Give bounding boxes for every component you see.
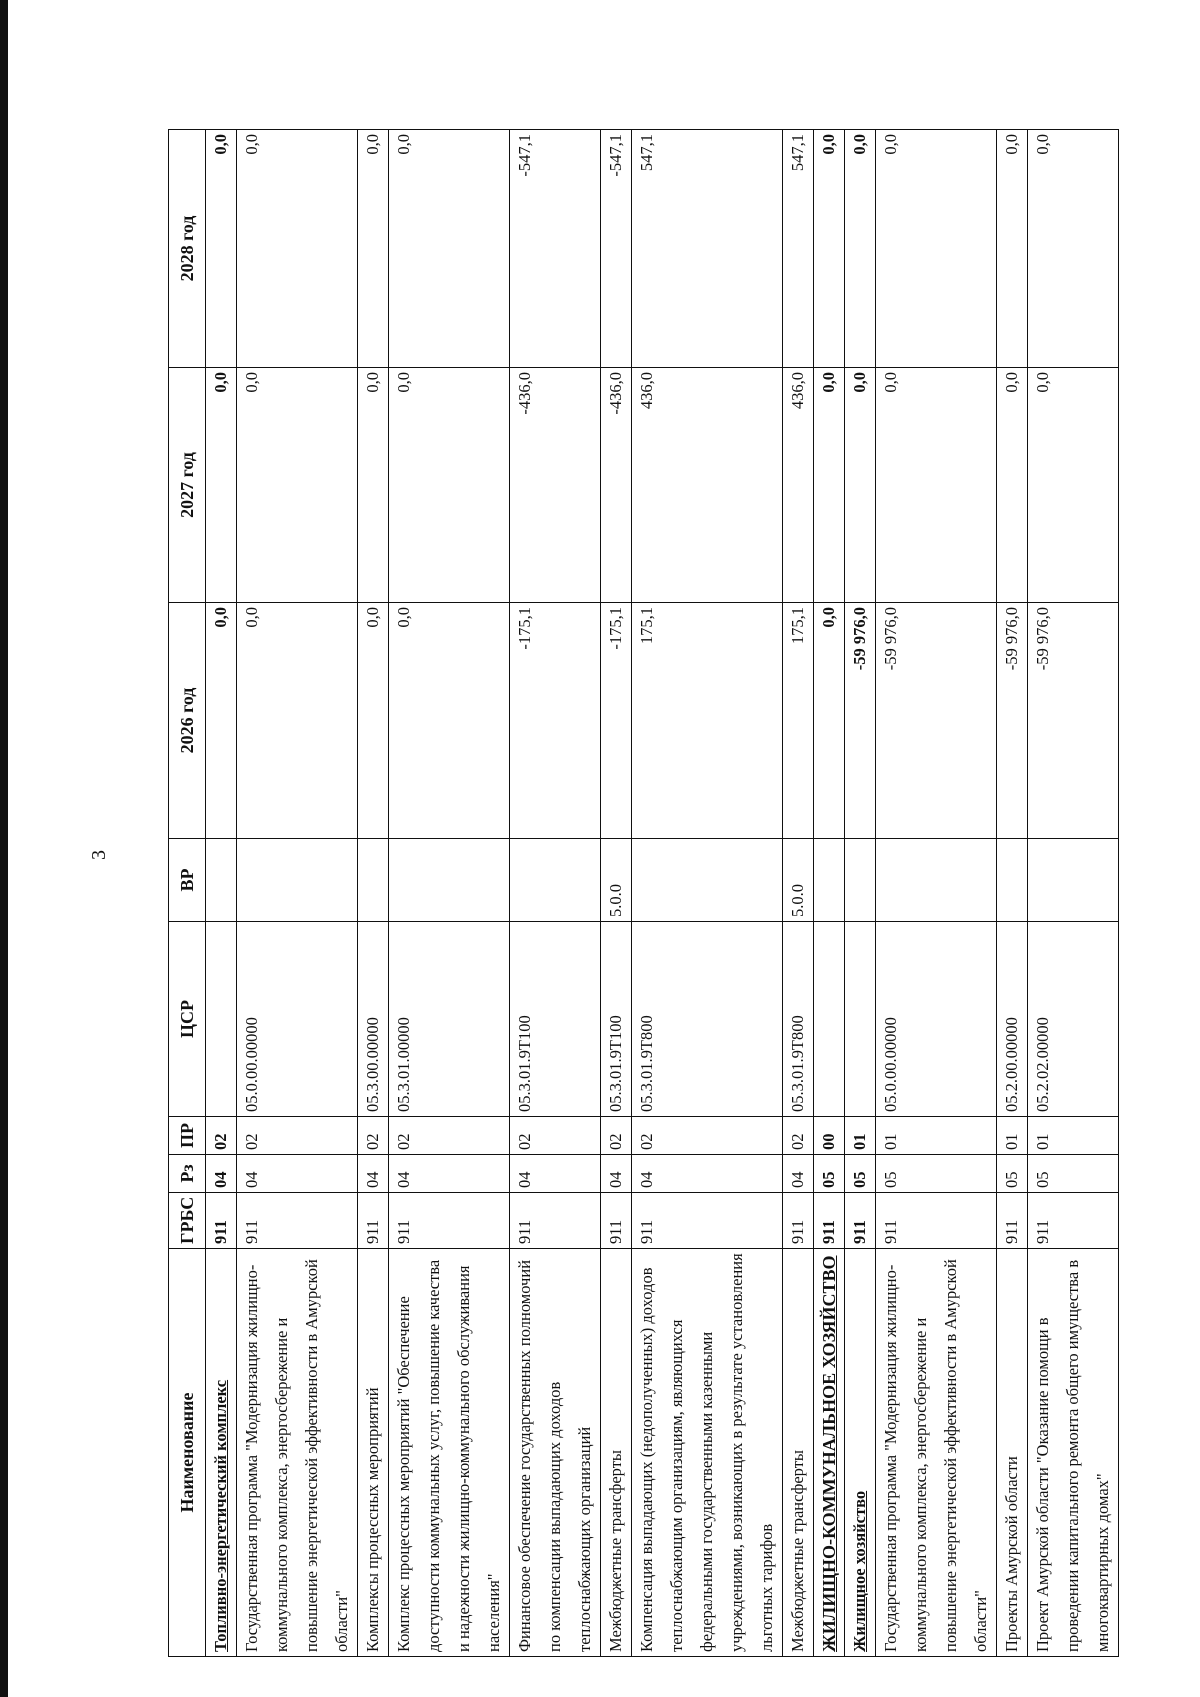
cell-2027: -436,0 bbox=[601, 368, 632, 603]
cell-2028: 0,0 bbox=[876, 130, 997, 368]
cell-pr: 02 bbox=[632, 1117, 783, 1155]
cell-csr bbox=[206, 922, 237, 1117]
cell-rz: 05 bbox=[814, 1155, 845, 1193]
cell-2028: 0,0 bbox=[206, 130, 237, 368]
table-row bbox=[206, 130, 237, 1657]
cell-2026: 0,0 bbox=[206, 603, 237, 839]
cell-2028: 0,0 bbox=[997, 130, 1028, 368]
table-row bbox=[510, 130, 601, 1657]
cell-pr: 01 bbox=[997, 1117, 1028, 1155]
cell-grbs: 911 bbox=[601, 1193, 632, 1249]
table-row bbox=[783, 130, 814, 1657]
cell-rz: 04 bbox=[783, 1155, 814, 1193]
cell-grbs: 911 bbox=[997, 1193, 1028, 1249]
header-grbs: ГРБС bbox=[169, 1193, 206, 1249]
header-csr: ЦСР bbox=[169, 922, 206, 1117]
cell-2026: -59 976,0 bbox=[997, 603, 1028, 839]
cell-csr: 05.3.01.00000 bbox=[389, 922, 510, 1117]
cell-grbs: 911 bbox=[814, 1193, 845, 1249]
cell-2027: 0,0 bbox=[389, 368, 510, 603]
cell-csr bbox=[845, 922, 876, 1117]
cell-grbs: 911 bbox=[783, 1193, 814, 1249]
table-row bbox=[601, 130, 632, 1657]
cell-vr bbox=[237, 839, 358, 922]
cell-name: Комплекс процессных мероприятий "Обеспечение доступности коммунальных услуг, повышение качества и надежности жилищно-коммунального обслуживания населения" bbox=[389, 1249, 510, 1657]
table-header-row bbox=[169, 130, 206, 1657]
cell-2028: 547,1 bbox=[632, 130, 783, 368]
cell-2027: 0,0 bbox=[814, 368, 845, 603]
cell-2028: -547,1 bbox=[601, 130, 632, 368]
cell-2026: 0,0 bbox=[237, 603, 358, 839]
cell-csr: 05.2.02.00000 bbox=[1028, 922, 1119, 1117]
table-row bbox=[632, 130, 783, 1657]
cell-2026: 175,1 bbox=[783, 603, 814, 839]
cell-2026: 0,0 bbox=[814, 603, 845, 839]
cell-2028: 0,0 bbox=[814, 130, 845, 368]
cell-rz: 04 bbox=[632, 1155, 783, 1193]
cell-csr: 05.0.00.00000 bbox=[876, 922, 997, 1117]
cell-name: ЖИЛИЩНО-КОММУНАЛЬНОЕ ХОЗЯЙСТВО bbox=[814, 1249, 845, 1657]
table-row bbox=[814, 130, 845, 1657]
cell-rz: 04 bbox=[237, 1155, 358, 1193]
cell-vr bbox=[389, 839, 510, 922]
header-2027: 2027 год bbox=[169, 368, 206, 603]
cell-vr bbox=[358, 839, 389, 922]
cell-pr: 01 bbox=[1028, 1117, 1119, 1155]
table-row bbox=[997, 130, 1028, 1657]
cell-vr: 5.0.0 bbox=[601, 839, 632, 922]
cell-2026: 175,1 bbox=[632, 603, 783, 839]
cell-rz: 04 bbox=[601, 1155, 632, 1193]
cell-pr: 02 bbox=[358, 1117, 389, 1155]
cell-vr bbox=[632, 839, 783, 922]
cell-2028: 0,0 bbox=[358, 130, 389, 368]
cell-rz: 04 bbox=[206, 1155, 237, 1193]
cell-2027: 0,0 bbox=[997, 368, 1028, 603]
header-2028: 2028 год bbox=[169, 130, 206, 368]
cell-2026: -175,1 bbox=[601, 603, 632, 839]
cell-grbs: 911 bbox=[358, 1193, 389, 1249]
cell-2026: 0,0 bbox=[358, 603, 389, 839]
cell-2026: -59 976,0 bbox=[845, 603, 876, 839]
cell-vr bbox=[1028, 839, 1119, 922]
cell-pr: 01 bbox=[876, 1117, 997, 1155]
cell-2027: 0,0 bbox=[876, 368, 997, 603]
cell-grbs: 911 bbox=[845, 1193, 876, 1249]
cell-2026: -59 976,0 bbox=[876, 603, 997, 839]
cell-2027: 0,0 bbox=[237, 368, 358, 603]
cell-rz: 04 bbox=[358, 1155, 389, 1193]
cell-2026: 0,0 bbox=[389, 603, 510, 839]
cell-vr bbox=[510, 839, 601, 922]
table-row bbox=[358, 130, 389, 1657]
cell-vr bbox=[845, 839, 876, 922]
cell-2026: -175,1 bbox=[510, 603, 601, 839]
cell-name: Государственная программа "Модернизация жилищно-коммунального комплекса, энергосбережение и повышение энергетической эффективности в Амурской области" bbox=[876, 1249, 997, 1657]
cell-rz: 05 bbox=[997, 1155, 1028, 1193]
cell-2026: -59 976,0 bbox=[1028, 603, 1119, 839]
page-number: 3 bbox=[88, 850, 110, 860]
cell-pr: 02 bbox=[601, 1117, 632, 1155]
cell-name: Межбюджетные трансферты bbox=[783, 1249, 814, 1657]
cell-name: Межбюджетные трансферты bbox=[601, 1249, 632, 1657]
table-row bbox=[389, 130, 510, 1657]
cell-grbs: 911 bbox=[510, 1193, 601, 1249]
cell-pr: 01 bbox=[845, 1117, 876, 1155]
cell-grbs: 911 bbox=[237, 1193, 358, 1249]
cell-pr: 00 bbox=[814, 1117, 845, 1155]
cell-2027: 0,0 bbox=[845, 368, 876, 603]
cell-name: Государственная программа "Модернизация жилищно-коммунального комплекса, энергосбережение и повышение энергетической эффективности в Амурской области" bbox=[237, 1249, 358, 1657]
cell-2028: -547,1 bbox=[510, 130, 601, 368]
table-row bbox=[845, 130, 876, 1657]
cell-2027: 436,0 bbox=[632, 368, 783, 603]
cell-2028: 0,0 bbox=[237, 130, 358, 368]
cell-pr: 02 bbox=[237, 1117, 358, 1155]
rotated-page-content bbox=[168, 130, 1112, 1657]
cell-rz: 05 bbox=[876, 1155, 997, 1193]
cell-name: Жилищное хозяйство bbox=[845, 1249, 876, 1657]
cell-pr: 02 bbox=[510, 1117, 601, 1155]
table-row bbox=[237, 130, 358, 1657]
cell-pr: 02 bbox=[206, 1117, 237, 1155]
cell-rz: 04 bbox=[389, 1155, 510, 1193]
cell-csr: 05.3.01.9Т800 bbox=[783, 922, 814, 1117]
cell-grbs: 911 bbox=[632, 1193, 783, 1249]
cell-2028: 0,0 bbox=[1028, 130, 1119, 368]
cell-name: Проекты Амурской области bbox=[997, 1249, 1028, 1657]
cell-vr bbox=[876, 839, 997, 922]
header-name: Наименование bbox=[169, 1249, 206, 1657]
cell-name: Компенсация выпадающих (недополученных) доходов теплоснабжающим организациям, являющихся федеральными государственными казенными учреждениями, возникающих в результате установления льготных тарифов bbox=[632, 1249, 783, 1657]
cell-csr: 05.3.01.9Т100 bbox=[510, 922, 601, 1117]
cell-2027: 0,0 bbox=[206, 368, 237, 603]
cell-rz: 04 bbox=[510, 1155, 601, 1193]
cell-2027: -436,0 bbox=[510, 368, 601, 603]
scan-edge-bar bbox=[0, 0, 8, 1697]
budget-table bbox=[168, 129, 1119, 1657]
cell-rz: 05 bbox=[845, 1155, 876, 1193]
cell-grbs: 911 bbox=[206, 1193, 237, 1249]
cell-rz: 05 bbox=[1028, 1155, 1119, 1193]
cell-csr: 05.2.00.00000 bbox=[997, 922, 1028, 1117]
cell-csr bbox=[814, 922, 845, 1117]
cell-2027: 436,0 bbox=[783, 368, 814, 603]
cell-name: Финансовое обеспечение государственных полномочий по компенсации выпадающих доходов теплоснабжающих организаций bbox=[510, 1249, 601, 1657]
header-2026: 2026 год bbox=[169, 603, 206, 839]
header-rz: Рз bbox=[169, 1155, 206, 1193]
cell-name: Проект Амурской области "Оказание помощи в проведении капитального ремонта общего имущества в многоквартирных домах" bbox=[1028, 1249, 1119, 1657]
cell-vr: 5.0.0 bbox=[783, 839, 814, 922]
cell-grbs: 911 bbox=[389, 1193, 510, 1249]
cell-grbs: 911 bbox=[876, 1193, 997, 1249]
cell-vr bbox=[997, 839, 1028, 922]
cell-2028: 0,0 bbox=[389, 130, 510, 368]
header-pr: ПР bbox=[169, 1117, 206, 1155]
cell-grbs: 911 bbox=[1028, 1193, 1119, 1249]
cell-csr: 05.3.01.9Т100 bbox=[601, 922, 632, 1117]
cell-2027: 0,0 bbox=[358, 368, 389, 603]
table-row bbox=[876, 130, 997, 1657]
cell-csr: 05.3.01.9Т800 bbox=[632, 922, 783, 1117]
cell-csr: 05.0.00.00000 bbox=[237, 922, 358, 1117]
cell-vr bbox=[206, 839, 237, 922]
cell-pr: 02 bbox=[783, 1117, 814, 1155]
cell-name: Комплексы процессных мероприятий bbox=[358, 1249, 389, 1657]
header-vr: ВР bbox=[169, 839, 206, 922]
cell-name: Топливно-энергетический комплекс bbox=[206, 1249, 237, 1657]
cell-vr bbox=[814, 839, 845, 922]
cell-2028: 547,1 bbox=[783, 130, 814, 368]
cell-2028: 0,0 bbox=[845, 130, 876, 368]
table-row bbox=[1028, 130, 1119, 1657]
cell-csr: 05.3.00.00000 bbox=[358, 922, 389, 1117]
cell-pr: 02 bbox=[389, 1117, 510, 1155]
cell-2027: 0,0 bbox=[1028, 368, 1119, 603]
